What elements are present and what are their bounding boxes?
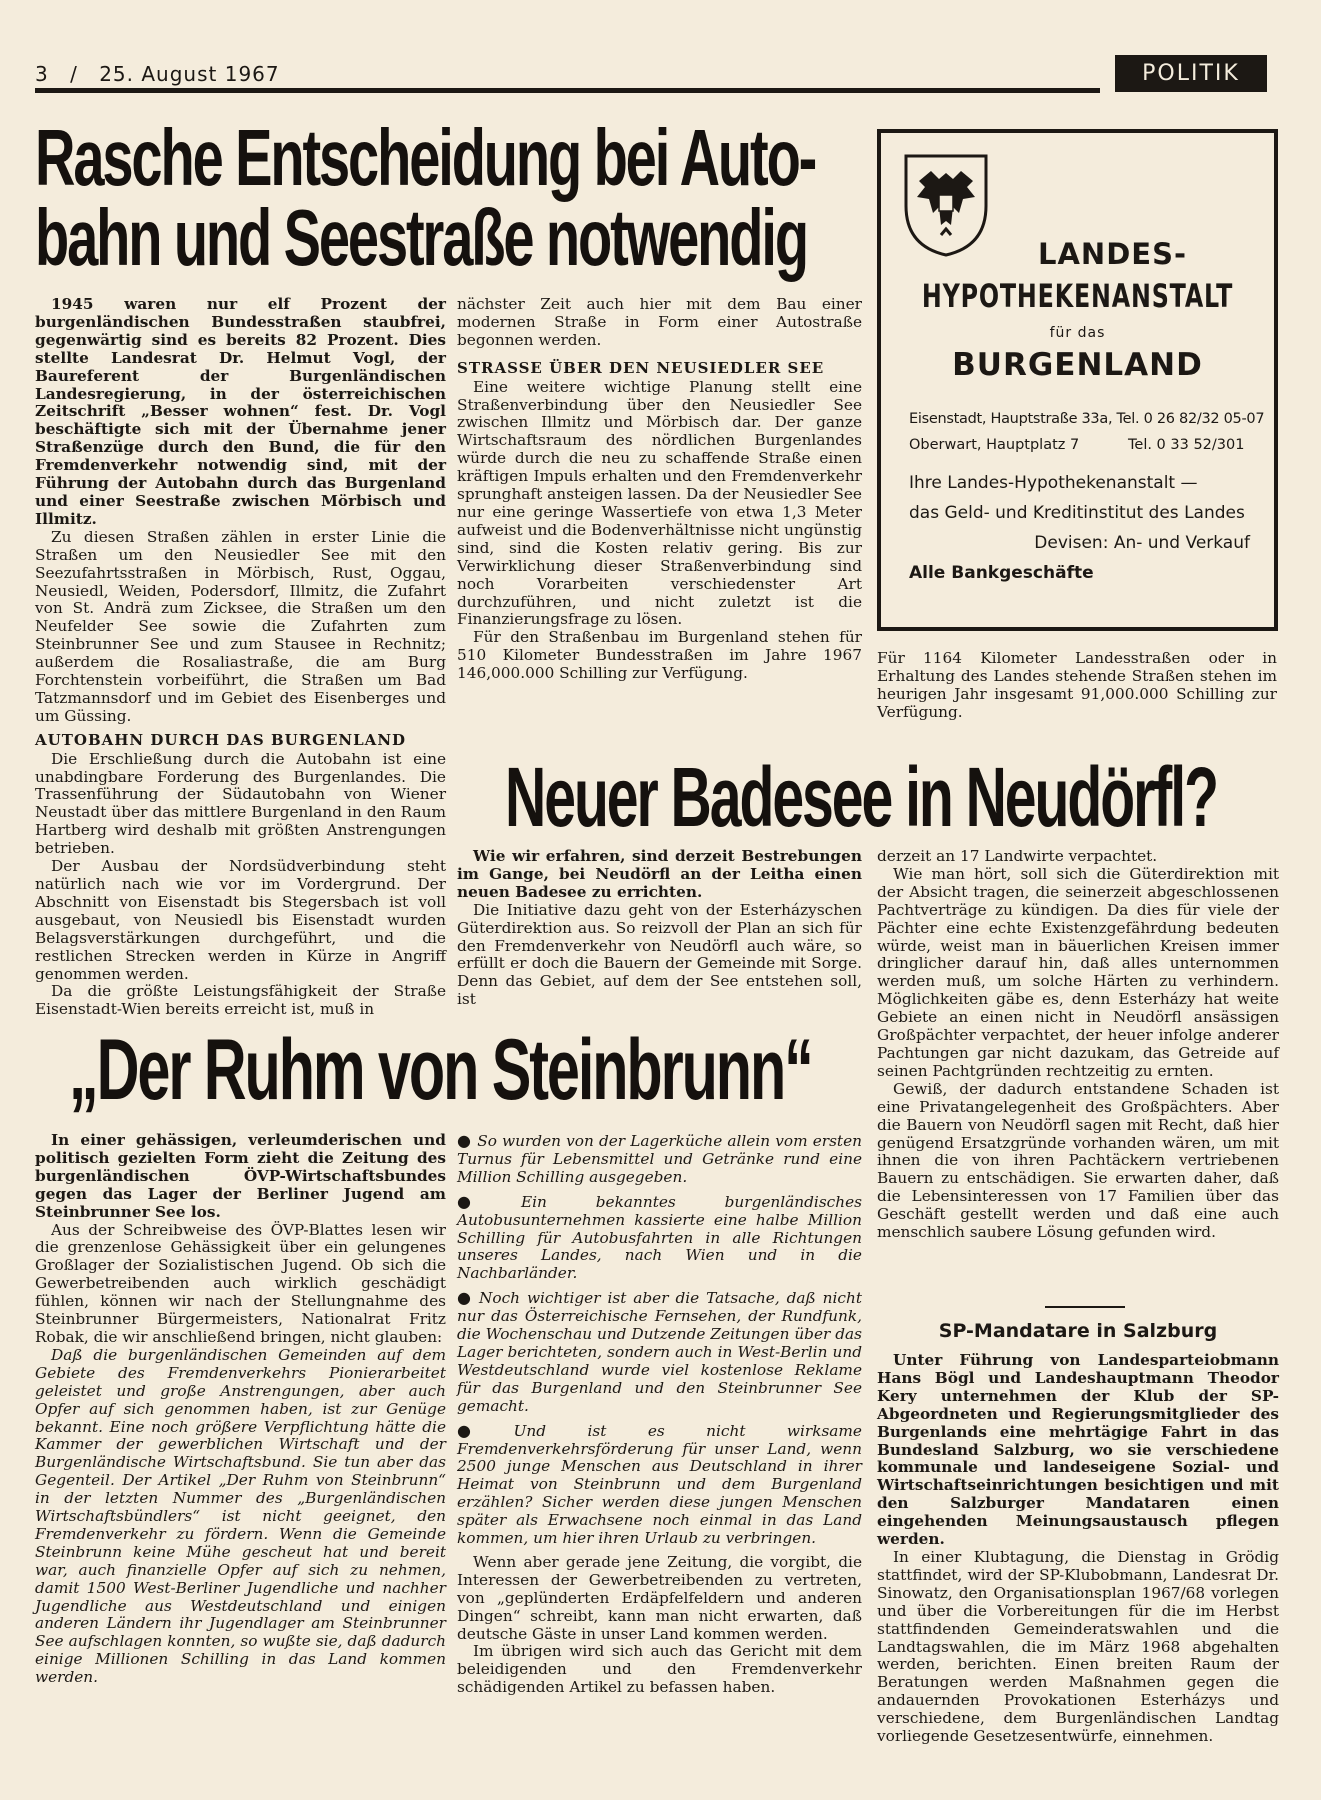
- ad-slogan: das Geld- und Kreditinstitut des Landes: [909, 503, 1245, 523]
- bullet-icon: ●: [457, 1420, 508, 1440]
- article1-column-1: [35, 296, 446, 1019]
- paragraph: Der Ausbau der Nordsüdverbindung steht natürlich nach wie vor im Vordergrund. Der Abschnitt von Eisenstadt bis Stegersbach ist voll ausgebaut, von Neusiedl bis Eisenstadt wurden Belagsverstärkungen durchgeführt, und die restlichen Strecken werden in Kürze in Angriff genommen werden.: [35, 857, 446, 983]
- article2-headline: Neuer Badesee in Neudörfl?: [505, 750, 1217, 844]
- bullet-item: [457, 1132, 862, 1187]
- ad-subtitle: für das: [1049, 325, 1106, 341]
- paragraph: Da die größte Leistungsfähigkeit der Straße Eisenstadt-Wien bereits erreicht ist, muß in: [35, 982, 446, 1019]
- ad-slogan: Ihre Landes-Hypothekenanstalt —: [909, 473, 1198, 493]
- article1-column-2: [457, 296, 862, 683]
- paragraph: Wenn aber gerade jene Zeitung, die vorgibt, die Interessen der Gewerbetreibenden zu vertreten, von „geplünderten Erdäpfelfeldern und anderen Dingen“ schreibt, kann man nicht erwarten, daß deutsche Gäste in unser Land kommen werden.: [457, 1552, 862, 1643]
- divider: [1045, 1306, 1125, 1308]
- bullet-icon: ●: [457, 1131, 472, 1150]
- subheading: AUTOBAHN DURCH DAS BURGENLAND: [35, 730, 407, 749]
- paragraph: Für den Straßenbau im Burgenland stehen für 510 Kilometer Bundesstraßen im Jahre 1967 146,000.000 Schilling zur Verfügung.: [457, 628, 862, 683]
- bullet-text: Noch wichtiger ist aber die Tatsache, daß nicht nur das Österreichische Fernsehen, der Rundfunk, die Wochenschau und Dutzende Zeitungen über das Lager berichteten, sondern auch in West-Berlin und Westdeutschland wurde viel kostenlose Reklame für das Burgenland und den Steinbrunner See gemacht.: [457, 1289, 862, 1415]
- paragraph: Im übrigen wird sich auch das Gericht mit dem beleidigenden und den Fremdenverkehr schädigenden Artikel zu befassen haben.: [457, 1642, 862, 1697]
- ad-address: Oberwart, Hauptplatz 7: [909, 437, 1080, 453]
- article3-column-2: [457, 1132, 862, 1697]
- ad-slogan: Alle Bankgeschäfte: [909, 563, 1094, 583]
- bullet-item: [457, 1422, 862, 1548]
- article2-lead: Wie wir erfahren, sind derzeit Bestrebungen im Gange, bei Neudörfl an der Leitha einen neuen Badesee zu errichten.: [457, 847, 862, 901]
- bullet-icon: ●: [457, 1288, 474, 1308]
- header-rule: [35, 88, 1100, 93]
- quote-paragraph: Daß die burgenländischen Gemeinden auf dem Gebiete des Fremdenverkehrs Pionierarbeitet geleistet und große Anstrengungen, aber auch Opfer auf sich genommen haben, ist zur Genüge bekannt. Eine noch größere Verpflichtung hätte die Kammer der gewerblichen Wirtschaft und der Burgenländische Wirtschaftsbund. Sie tun aber das Gegenteil. Der Artikel „Der Ruhm von Steinbrunn“ in der letzten Nummer des „Burgenländischen Wirtschaftsbündlers“ ist nicht geeignet, den Fremdenverkehr zu fördern. Wenn die Gemeinde Steinbrunn keine Mühe gescheut hat und bereit war, auch finanzielle Opfer auf sich zu nehmen, damit 1500 West-Berliner Jugendliche und nachher Jugendliche aus Westdeutschland und einigen anderen Ländern ihr Jugendlager am Steinbrunner See aufschlagen konnten, so wußte sie, daß dadurch einige Millionen Schilling in das Land kommen werden.: [35, 1345, 446, 1687]
- bank-advertisement: [877, 129, 1278, 631]
- bullet-text: Und ist es nicht wirksame Fremdenverkehrsförderung für unser Land, wenn 2500 junge Menschen aus Deutschland in ihrer Heimat von Steinbrunn und dem Burgenland erzählen? Sicher werden diese jungen Menschen später als Erwachsene noch einmal in das Land kommen, um hier ihren Urlaub zu verbringen.: [457, 1421, 862, 1548]
- ad-title-line: LANDES-: [1038, 237, 1187, 271]
- article1-lead: 1945 waren nur elf Prozent der burgenländischen Bundesstraßen staubfrei, gegenwärtig sind es bereits 82 Prozent. Dies stellte Landesrat Dr. Helmut Vogl, der Baureferent der Burgenländischen Landesregierung, in der österreichischen Zeitschrift „Besser wohnen“ fest. Dr. Vogl beschäftigte sich mit der Übernahme jener Straßenzüge durch den Bund, die für den Fremdenverkehr notwendig sind, mit der Führung der Autobahn durch das Burgenland und einer Seestraße zwischen Mörbisch und Illmitz.: [35, 295, 446, 528]
- section-label: POLITIK: [1115, 55, 1267, 92]
- article2-column-2: [877, 848, 1279, 1242]
- paragraph: Die Erschließung durch die Autobahn ist eine unabdingbare Forderung des Burgenlandes. Die Trassenführung der Südautobahn von Wiener Neustadt über das mittlere Burgenland in den Raum Hartberg wird deshalb mit größten Anstrengungen betrieben.: [35, 749, 446, 858]
- paragraph: Für 1164 Kilometer Landesstraßen oder in Erhaltung des Landes stehende Straßen stehen im heurigen Jahr insgesamt 91,000.000 Schilling zur Verfügung.: [877, 649, 1277, 721]
- bullet-icon: ●: [457, 1191, 515, 1211]
- paragraph: derzeit an 17 Landwirte verpachtet.: [877, 847, 1158, 865]
- paragraph: Wie man hört, soll sich die Güterdirektion mit der Absicht tragen, die seinerzeit abgeschlossenen Pachtverträge zu kündigen. Da dies für viele der Pächter eine echte Existenzgefährdung bedeuten würde, weist man in bäuerlichen Kreisen immer dringlicher darauf hin, daß alles unternommen werden muß, um solche Härten zu verhindern. Möglichkeiten gäbe es, denn Esterházy hat weite Gebiete an einen nicht in Neudörfl ansässigen Großpächter verpachtet, der heuer infolge anderer Pachtungen gar nicht dazukam, das Getreide auf seinen Pachtgründen rechtzeitig zu ernten.: [877, 864, 1279, 1080]
- ad-title-line: BURGENLAND: [952, 347, 1203, 383]
- ad-phone: Tel. 0 33 52/301: [1128, 437, 1245, 453]
- paragraph: nächster Zeit auch hier mit dem Bau einer modernen Straße in Form einer Autostraße begonnen werden.: [457, 295, 862, 349]
- article1-headline: [35, 113, 816, 282]
- bullet-item: [457, 1289, 862, 1415]
- subheading: STRASSE ÜBER DEN NEUSIEDLER SEE: [457, 358, 825, 377]
- article2-column-1: [457, 848, 862, 1009]
- paragraph: Aus der Schreibweise des ÖVP-Blattes lesen wir die grenzenlose Gehässigkeit über ein gelungenes Großlager der Sozialistischen Jugend. Ob sich die Gewerbetreibenden auch wirklich geschädigt fühlen, können wir nach der Stellungnahme des Steinbrunner Bürgermeisters, Nationalrat Fritz Robak, die wir anschließend bringen, nicht glauben:: [35, 1220, 446, 1346]
- issue-date: 25. August 1967: [99, 62, 280, 86]
- separator: /: [70, 62, 78, 86]
- page-date-line: [35, 62, 294, 86]
- article3-headline: „Der Ruhm von Steinbrunn“: [69, 1022, 812, 1118]
- article3-column-1: [35, 1132, 446, 1687]
- paragraph: Eine weitere wichtige Planung stellt eine Straßenverbindung über den Neusiedler See zwischen Illmitz und Mörbisch dar. Der ganze Wirtschaftsraum des nördlichen Burgenlandes würde durch die neu zu schaffende Straße einen kräftigen Impuls erhalten und den Fremdenverkehr sprunghaft ansteigen lassen. Da der Neusiedler See nur eine geringe Wassertiefe von etwa 1,3 Meter aufweist und die Bodenverhältnisse nicht ungünstig sind, sind die Kosten relativ gering. Bis zur Verwirklichung dieser Straßenverbindung sind noch Vorarbeiten verschiedenster Art durchzuführen, und nicht zuletzt ist die Finanzierungsfrage zu lösen.: [457, 377, 862, 629]
- bullet-text: So wurden von der Lagerküche allein vom ersten Turnus für Lebensmittel und Getränke rund eine Million Schilling ausgegeben.: [457, 1132, 862, 1186]
- paragraph: Gewiß, der dadurch entstandene Schaden ist eine Privatangelegenheit des Großpächters. Aber die Bauern von Neudörfl sagen mit Recht, daß hier genügend Ersatzgründe vorhanden wären, um mit ihnen die von ihren Pachtäckern vertriebenen Bauern zu entschädigen. Sie erwarten daher, daß die Lebensinteressen von 17 Familien über das Geschäft gestellt werden und daß eine auch menschlich saubere Lösung gefunden wird.: [877, 1079, 1279, 1242]
- article1-column-3: [877, 650, 1277, 722]
- ad-slogan: Devisen: An- und Verkauf: [1034, 533, 1250, 553]
- ad-title-line: HYPOTHEKENANSTALT: [921, 277, 1234, 315]
- bullet-text: Ein bekanntes burgenländisches Autobusunternehmen kassierte eine halbe Million Schilling für Autobusfahrten in alle Richtungen unseres Landes, nach Wien und in die Nachbarländer.: [457, 1192, 863, 1283]
- ad-address: Eisenstadt, Hauptstraße 33a, Tel. 0 26 82/32 05-07: [909, 411, 1265, 427]
- headline-line: Rasche Entscheidung bei Auto-: [35, 113, 816, 202]
- article4-headline: SP-Mandatare in Salzburg: [938, 1320, 1218, 1342]
- article4-column: [877, 1352, 1279, 1746]
- article4-lead: Unter Führung von Landesparteiobmann Hans Bögl und Landeshauptmann Theodor Kery unternehmen der Klub der SP-Abgeordneten und Regierungsmitglieder des Burgenlands eine mehrtägige Fahrt in das Bundesland Salzburg, wo sie verschiedene kommunale und landeseigene Sozial- und Wirtschaftseinrichtungen besichtigen und mit den Salzburger Mandataren einen eingehenden Meinungsaustausch pflegen werden.: [877, 1351, 1279, 1549]
- page-number: 3: [35, 62, 49, 86]
- paragraph: In einer Klubtagung, die Dienstag in Grödig stattfindet, wird der SP-Klubobmann, Landesrat Dr. Sinowatz, den Organisationsplan 1967/68 vorlegen und über die Vorbereitungen für die im Herbst stattfindenden Gemeinderatswahlen und die Landtagswahlen, die im März 1968 abgehalten werden, berichten. Einen breiten Raum der Beratungen werden Maßnahmen gegen die andauernden Provokationen Esterházys und verschiedene, dem Burgenländischen Landtag vorliegende Gesetzesentwürfe, einnehmen.: [877, 1547, 1279, 1746]
- paragraph: Zu diesen Straßen zählen in erster Linie die Straßen um den Neusiedler See mit den Seezufahrtsstraßen in Mörbisch, Rust, Oggau, Neusiedl, Weiden, Podersdorf, Illmitz, die Zufahrt von St. Andrä zum Zicksee, die Straßen um den Neufelder See sowie die Zufahrten zum Steinbrunner See und zum Stausee in Rechnitz; außerdem die Rosaliastraße, die am Burg Forchtenstein vorbeiführt, die Straßen um Bad Tatzmannsdorf und im Gebiet des Eisenberges und um Güssing.: [35, 527, 446, 725]
- headline-line: bahn und Seestraße notwendig: [35, 193, 807, 282]
- article3-lead: In einer gehässigen, verleumderischen und politisch gezielten Form zieht die Zeitung des burgenländischen ÖVP-Wirtschaftsbundes gegen das Lager der Berliner Jugend am Steinbrunner See los.: [35, 1131, 446, 1221]
- bullet-item: [457, 1193, 862, 1284]
- paragraph: Die Initiative dazu geht von der Esterházyschen Güterdirektion aus. So reizvoll der Plan an sich für den Fremdenverkehr von Neudörfl auch wäre, so erfüllt er doch die Bauern der Gemeinde mit Sorge. Denn das Gebiet, auf dem der See entstehen soll, ist: [457, 900, 862, 1009]
